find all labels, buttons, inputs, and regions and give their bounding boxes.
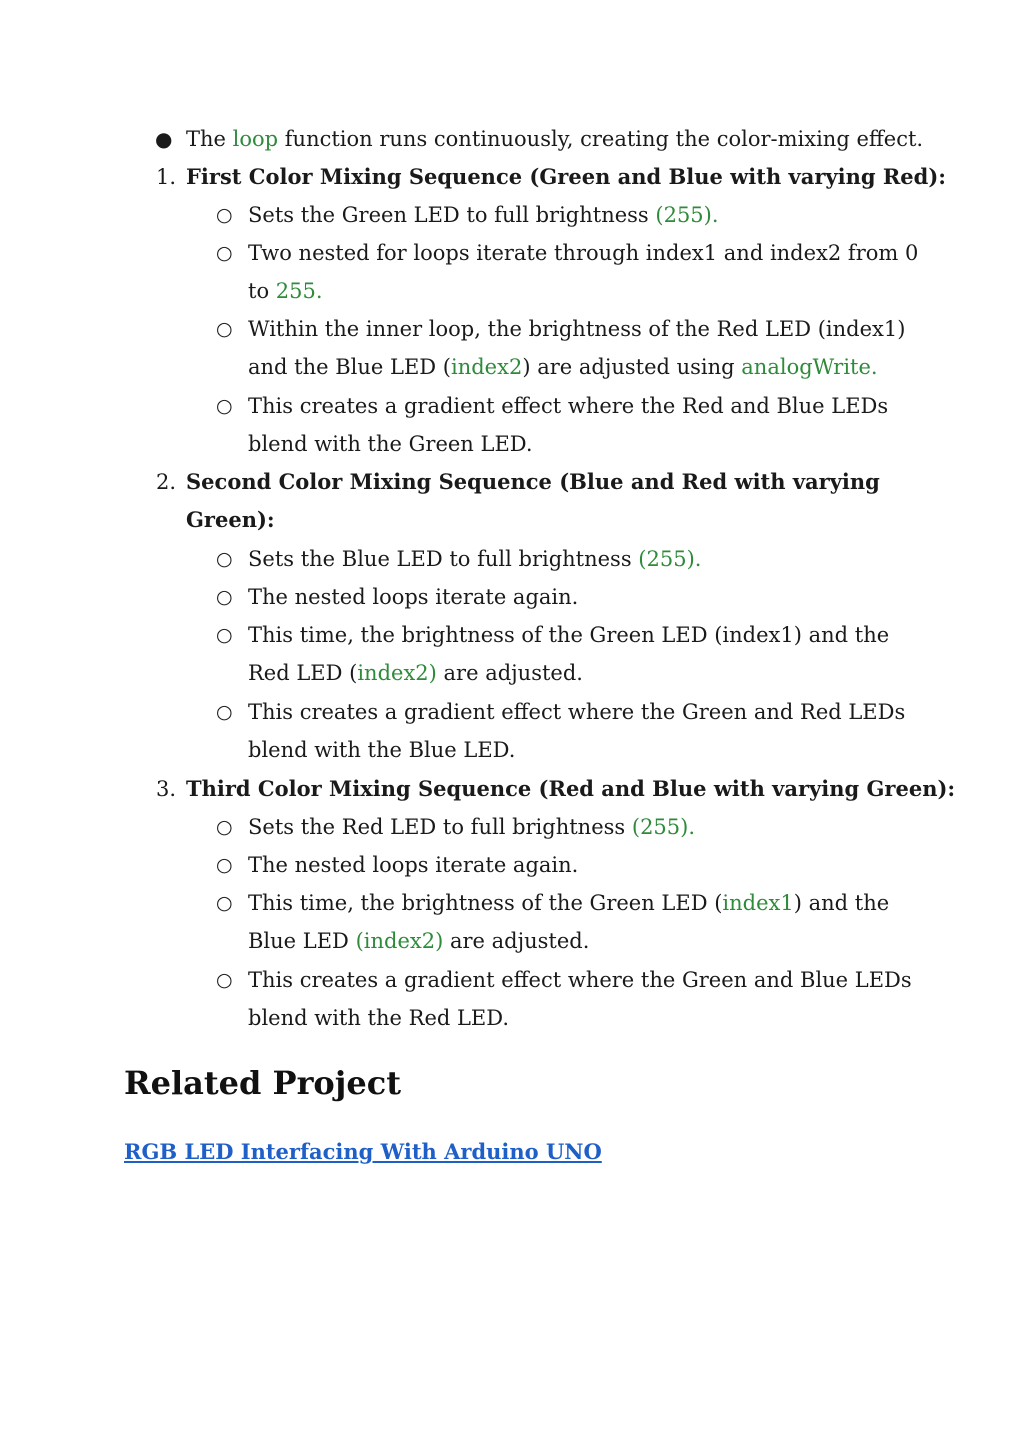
circle-bullet-marker: ○ — [216, 854, 233, 876]
section-title: Third Color Mixing Sequence (Red and Blue with varying Green): — [186, 776, 956, 801]
intro-text: The loop function runs continuously, creating the color-mixing effect. — [186, 127, 924, 151]
document-page: ● The loop function runs continuously, creating the color-mixing effect. 1. First Color Mixing Sequence (Green and Blue with varying Red): ○ Sets the Green LED to full brightness (255). ○ Two nested for loops iterate through index1 and index2 from 0 to 255. ○ Within the inner loop, the brightness of the Red LED (index1) and the Blue LED (index2) are adjusted using analogWrite. ○ This creates a gradient effect where the Red and Blue LEDs blend with the Green LED. 2. Second Color Mixing Sequence (Blue and Red with varying Green): ○ Sets the Blue LED to full brightness (255). ○ The nested loops iterate again. ○ This time, the brightness of the Green LED (index1) and the Red LED (index2) are adjusted. ○ This creates a gradient effect where the Green and Red LEDs blend with the Blue LED. 3. Third Color Mixing Sequence (Red and Blue with varying Green): ○ Sets the Red LED to full brightness (255). ○ The nested loops iterate again. ○ This time, the brightness of the Green LED (index1) and the Blue LED (index2) are adjusted. ○ This creates a gradient effect where the Green and Blue LEDs blend with the Red LED. Related Project RGB LED Interfacing With Arduino UNO — [0, 0, 1024, 1446]
related-project-heading: Related Project — [124, 1064, 401, 1102]
circle-bullet-marker: ○ — [216, 548, 233, 570]
section-number: 2. — [156, 470, 177, 494]
circle-bullet-marker: ○ — [216, 624, 233, 646]
code-loop: loop — [232, 127, 279, 151]
circle-bullet-marker: ○ — [216, 204, 233, 226]
section-title: First Color Mixing Sequence (Green and Blue with varying Red): — [186, 164, 947, 189]
related-project-link[interactable]: RGB LED Interfacing With Arduino UNO — [124, 1139, 602, 1164]
circle-bullet-marker: ○ — [216, 892, 233, 914]
section-title: Second Color Mixing Sequence (Blue and Red with varying — [186, 469, 880, 494]
circle-bullet-marker: ○ — [216, 586, 233, 608]
circle-bullet-marker: ○ — [216, 242, 233, 264]
section-number: 1. — [156, 165, 177, 189]
disc-bullet-marker: ● — [155, 127, 173, 151]
circle-bullet-marker: ○ — [216, 816, 233, 838]
circle-bullet-marker: ○ — [216, 701, 233, 723]
circle-bullet-marker: ○ — [216, 969, 233, 991]
section-number: 3. — [156, 777, 177, 801]
circle-bullet-marker: ○ — [216, 318, 233, 340]
circle-bullet-marker: ○ — [216, 395, 233, 417]
